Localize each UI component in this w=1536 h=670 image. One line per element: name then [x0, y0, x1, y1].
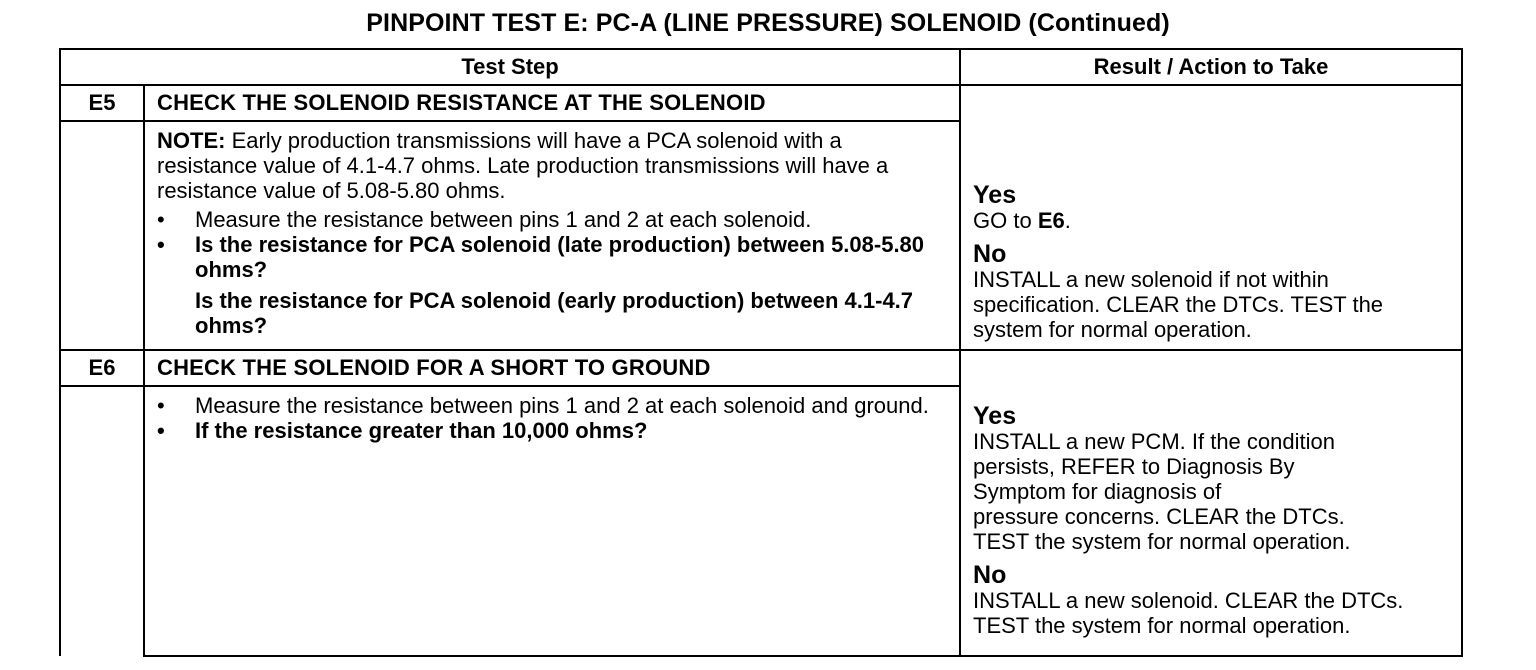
note-label: NOTE: [157, 128, 226, 153]
yes-suffix: . [1064, 207, 1071, 233]
yes-action-line: INSTALL a new PCM. If the condition [973, 428, 1335, 454]
step-id-blank [60, 121, 144, 350]
note-text: Early production transmissions will have a PCA solenoid with a resistance value of 4.1-4.7 ohms. Late production transmissions will have a resistance value of 5.08-5.80 ohms. [157, 128, 889, 203]
step-e5-title-row [60, 85, 1462, 121]
step-bullets-e6 [157, 393, 947, 443]
yes-ref: E6 [1037, 207, 1065, 233]
table-header-row [60, 49, 1462, 85]
no-label: No [973, 239, 1007, 268]
pinpoint-test-table [59, 48, 1463, 657]
step-id-blank [60, 386, 144, 656]
yes-label: Yes [973, 401, 1017, 430]
yes-action [973, 208, 1071, 233]
yes-prefix: GO to [973, 207, 1038, 233]
step-e6-title-row [60, 350, 1462, 386]
no-label: No [973, 560, 1007, 589]
result-e6-yes [973, 403, 1451, 554]
bullet-item-question: • Is the resistance for PCA solenoid (late production) between 5.08-5.80 ohms? [157, 232, 947, 282]
step-bullets-e5 [157, 207, 947, 282]
step-id-e6: E6 [60, 350, 144, 386]
no-action: INSTALL a new solenoid if not within specification. CLEAR the DTCs. TEST the system for normal operation. [973, 266, 1384, 342]
step-body-e6 [144, 386, 960, 656]
yes-label: Yes [973, 180, 1017, 209]
yes-action-line: TEST the system for normal operation. [973, 528, 1351, 554]
step-extra-question-e5: Is the resistance for PCA solenoid (early production) between 4.1-4.7 ohms? [195, 288, 914, 338]
bullet-item: • Measure the resistance between pins 1 and 2 at each solenoid and ground. [157, 393, 947, 418]
result-e6-no [973, 562, 1451, 638]
result-e5-yes [973, 182, 1451, 233]
step-title-e6: CHECK THE SOLENOID FOR A SHORT TO GROUND [144, 350, 960, 386]
step-body-e5 [144, 121, 960, 350]
step-title-e5: CHECK THE SOLENOID RESISTANCE AT THE SOLENOID [144, 85, 960, 121]
result-e6 [960, 350, 1462, 656]
step-note-e5 [157, 128, 947, 203]
result-e5-no [973, 241, 1451, 342]
header-test-step: Test Step [60, 49, 960, 85]
bullet-item: • Measure the resistance between pins 1 and 2 at each solenoid. [157, 207, 947, 232]
bullet-item-question: • If the resistance greater than 10,000 ohms? [157, 418, 947, 443]
step-id-e5: E5 [60, 85, 144, 121]
yes-action-line: Symptom for diagnosis of [973, 478, 1222, 504]
yes-action-line: persists, REFER to Diagnosis By [973, 453, 1295, 479]
header-result-action: Result / Action to Take [960, 49, 1462, 85]
result-e5 [960, 85, 1462, 350]
no-action: INSTALL a new solenoid. CLEAR the DTCs. TEST the system for normal operation. [973, 587, 1404, 638]
yes-action-line: pressure concerns. CLEAR the DTCs. [973, 503, 1345, 529]
page-title: PINPOINT TEST E: PC-A (LINE PRESSURE) SOLENOID (Continued) [366, 9, 1170, 37]
